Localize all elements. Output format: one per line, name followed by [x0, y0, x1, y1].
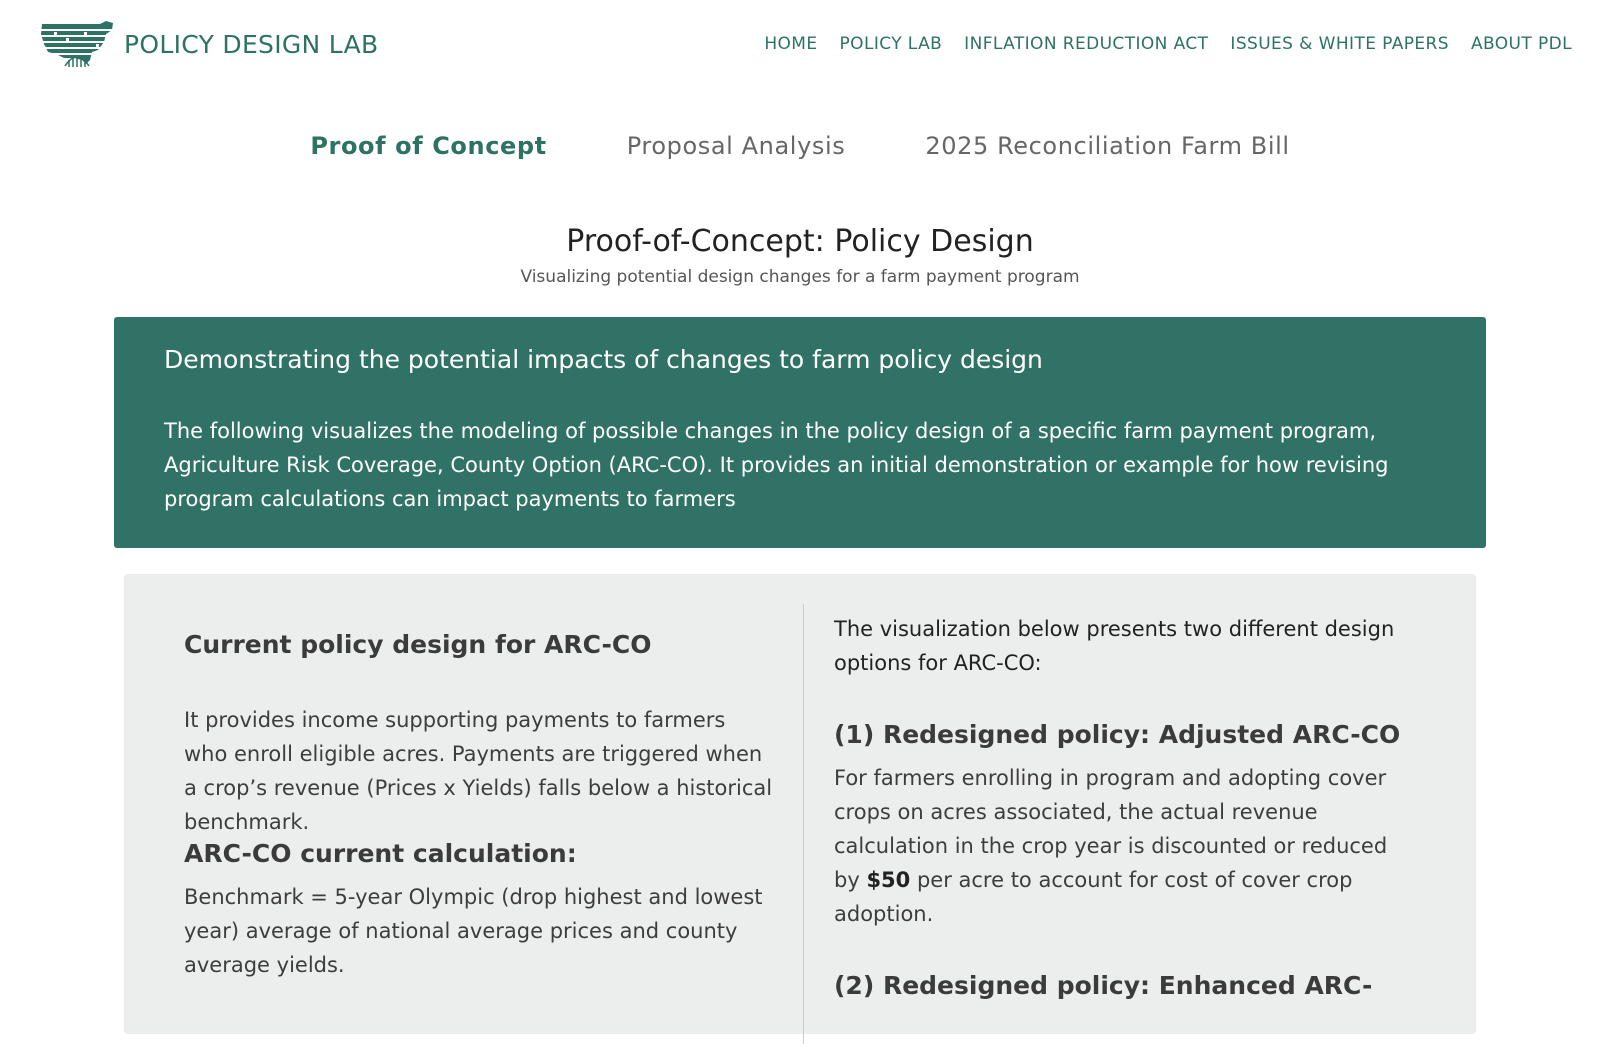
current-policy-heading: Current policy design for ARC-CO: [184, 630, 652, 659]
option1-heading: (1) Redesigned policy: Adjusted ARC-CO: [834, 720, 1401, 749]
banner-body: The following visualizes the modeling of possible changes in the policy design of a specific farm payment program, Agriculture Risk Coverage, County Option (ARC-CO). It provides an initial demonstration or example for how revising program calculations can impact payments to farmers: [164, 419, 1389, 511]
option1-body-post: per acre to account for cost of cover crop adoption.: [834, 868, 1353, 926]
page-subtitle: Visualizing potential design changes for a farm payment program: [520, 267, 1080, 287]
nav-about-pdl[interactable]: ABOUT PDL: [1470, 34, 1572, 54]
design-options-column: [804, 574, 1444, 1034]
site-name[interactable]: POLICY DESIGN LAB: [124, 29, 379, 59]
current-policy-description: It provides income supporting payments to farmers who enroll eligible acres. Payments are triggered when a crop’s revenue (Prices x Yields) falls below a historical benchmark.: [184, 708, 773, 834]
calc-heading: ARC-CO current calculation:: [184, 839, 577, 868]
current-policy-column: [124, 604, 804, 1044]
main-nav: [764, 34, 1572, 54]
nav-inflation-reduction-act[interactable]: INFLATION REDUCTION ACT: [964, 34, 1209, 54]
option1-body-pre: For farmers enrolling in program and adopting cover crops on acres associated, the actual revenue calculation in the crop year is discounted or reduced by: [834, 766, 1388, 892]
option1-body: [834, 761, 1404, 931]
us-map-capitol-icon: [40, 20, 114, 68]
site-logo[interactable]: [40, 20, 378, 68]
tab-2025-reconciliation-farm-bill[interactable]: 2025 Reconciliation Farm Bill: [925, 132, 1290, 160]
nav-home[interactable]: HOME: [764, 34, 818, 54]
option1-amount: $50: [866, 868, 911, 892]
banner-heading: Demonstrating the potential impacts of changes to farm policy design: [164, 345, 1043, 374]
options-intro: The visualization below presents two different design options for ARC-CO:: [834, 617, 1395, 675]
nav-policy-lab[interactable]: POLICY LAB: [839, 34, 943, 54]
content-panel: [124, 574, 1476, 1034]
tab-proposal-analysis[interactable]: Proposal Analysis: [626, 132, 846, 160]
tab-proof-of-concept[interactable]: Proof of Concept: [310, 132, 547, 160]
section-tabs: [0, 132, 1600, 160]
site-header: [0, 0, 1600, 90]
intro-banner: [114, 317, 1486, 548]
calc-body: Benchmark = 5-year Olympic (drop highest and lowest year) average of national average prices and county average yields.: [184, 885, 763, 977]
page-title: Proof-of-Concept: Policy Design: [566, 224, 1034, 259]
option2-heading: (2) Redesigned policy: Enhanced ARC-: [834, 971, 1373, 1000]
nav-issues-white-papers[interactable]: ISSUES & WHITE PAPERS: [1230, 34, 1449, 54]
